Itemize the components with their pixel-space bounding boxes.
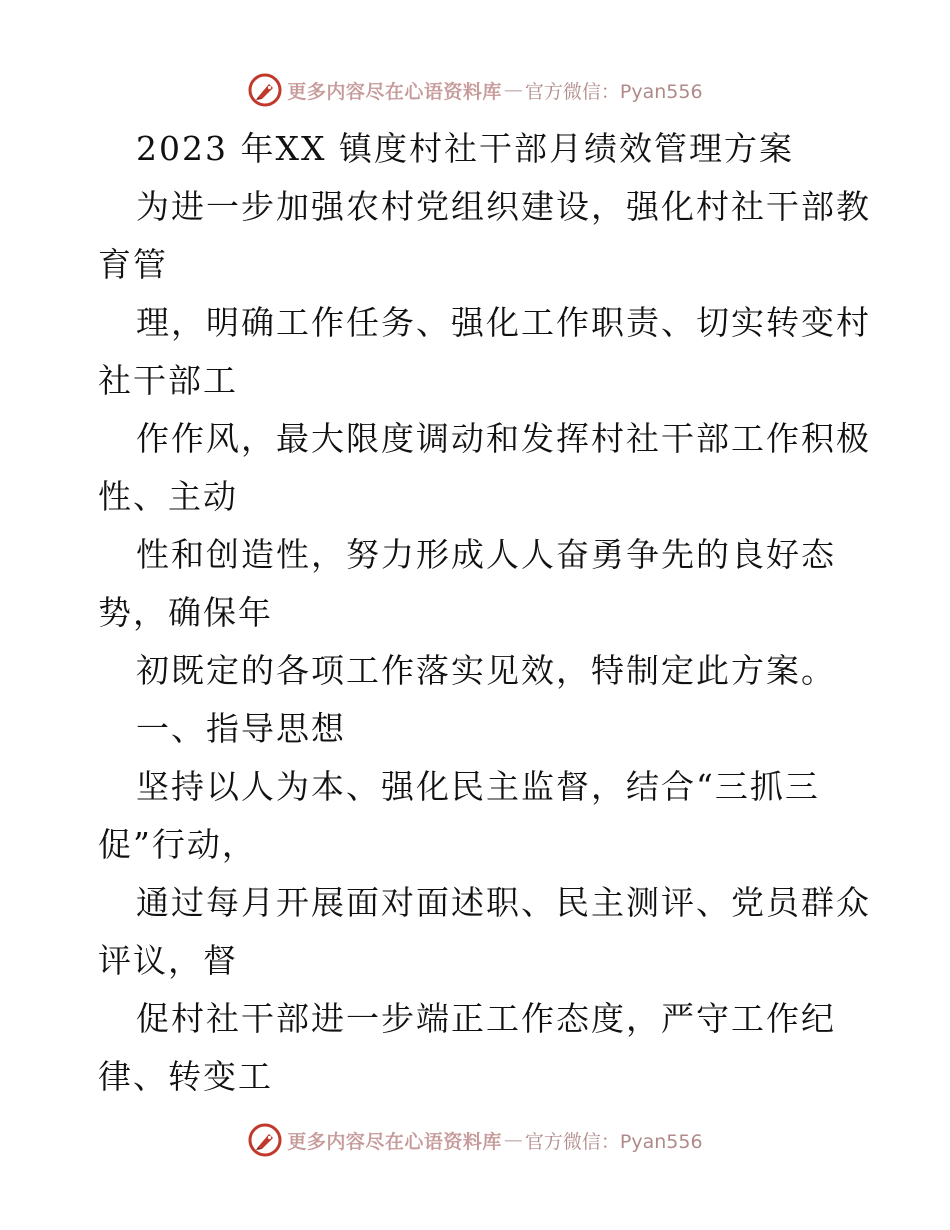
watermark-wechat-text: 官方微信：Pyan556: [524, 1130, 703, 1153]
text-line: 社干部工: [98, 361, 238, 400]
text-line: 促”行动，: [98, 825, 257, 864]
watermark-dash: —: [503, 1129, 523, 1151]
text-line: 通过每月开展面对面述职、民主测评、党员群众: [136, 883, 871, 922]
footer-watermark: [0, 1120, 950, 1160]
text-line: 一、指导思想: [136, 709, 346, 748]
header-watermark: [0, 70, 950, 110]
watermark-main-text: 更多内容尽在心语资料库: [287, 80, 502, 103]
text-line: 理，明确工作任务、强化工作职责、切实转变村: [136, 303, 871, 342]
pen-nib-logo-icon: [247, 72, 283, 108]
text-line: 评议，督: [98, 941, 238, 980]
document-body: [98, 120, 871, 1106]
text-line: 育管: [98, 245, 168, 284]
text-line: 促村社干部进一步端正工作态度，严守工作纪: [136, 999, 836, 1038]
watermark-main-text: 更多内容尽在心语资料库: [287, 1130, 502, 1153]
watermark-wechat-text: 官方微信：Pyan556: [524, 80, 703, 103]
text-line: 性和创造性，努力形成人人奋勇争先的良好态: [136, 535, 836, 574]
watermark-dash: —: [503, 79, 523, 101]
text-line: 为进一步加强农村党组织建设，强化村社干部教: [136, 187, 871, 226]
pen-nib-logo-icon: [247, 1122, 283, 1158]
text-line: 势，确保年: [98, 593, 273, 632]
text-line: 律、转变工: [98, 1057, 273, 1096]
text-line: 坚持以人为本、强化民主监督，结合“三抓三: [136, 767, 820, 806]
text-line: 初既定的各项工作落实见效，特制定此方案。: [136, 651, 836, 690]
text-line: 性、主动: [98, 477, 238, 516]
document-title: 2023 年XX 镇度村社干部月绩效管理方案: [136, 129, 794, 168]
text-line: 作作风，最大限度调动和发挥村社干部工作积极: [136, 419, 871, 458]
